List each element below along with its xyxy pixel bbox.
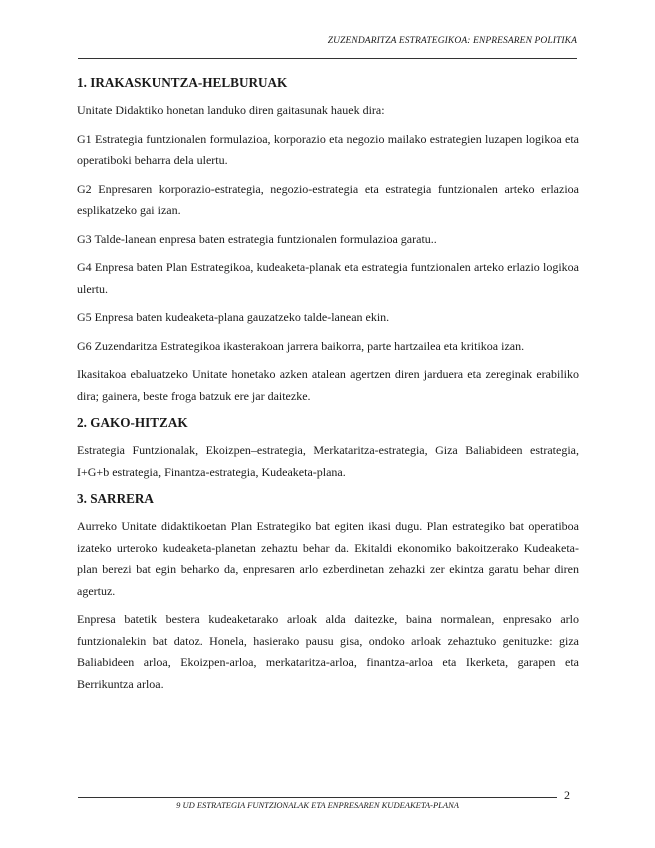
paragraph: G6 Zuzendaritza Estrategikoa ikasterakoan jarrera baikorra, parte hartzailea eta kritikoa izan. [77, 338, 525, 353]
section-heading: 1. IRAKASKUNTZA-HELBURUAK [77, 75, 288, 90]
paragraph: Enpresa batetik bestera kudeaketarako arloak alda daitezke, baina normalean, enpresako arlo funtzionalekin bat datoz. Honela, hasierako pausu gisa, ondoko arloak zehaztuko genituzke: giza Baliabideen arloa, Ekoizpen-arloa, merkataritza-arloa, finantza-arloa eta Ikerketa, garapen eta Berrikuntza arloa. [77, 612, 579, 691]
page-header: ZUZENDARITZA ESTRATEGIKOA: ENPRESAREN POLITIKA [327, 36, 577, 46]
paragraph: Aurreko Unitate didaktikoetan Plan Estrategiko bat egiten ikasi dugu. Plan estrategiko bat operatiboa izateko urteroko kudeaketa-planetan zehaztu behar da. Ekitaldi ekonomiko bakoitzerako Kudeaketa-plan berezi bat egin beharko da, enpresaren arlo ezberdinetan zehazki zer ekintza garatu behar diren agertuz. [77, 519, 579, 598]
paragraph: G4 Enpresa baten Plan Estrategikoa, kudeaketa-planak eta estrategia funtzionalen arteko erlazio logikoa ulertu. [77, 260, 579, 296]
header-divider [78, 58, 577, 59]
paragraph: G1 Estrategia funtzionalen formulazioa, korporazio eta negozio mailako estrategien luzapen logikoa eta operatiboki beharra dela ulertu. [77, 131, 579, 167]
page-number: 2 [564, 788, 570, 802]
section-heading: 3. SARRERA [77, 491, 154, 506]
paragraph: G2 Enpresaren korporazio-estrategia, negozio-estrategia eta estrategia funtzionalen arteko erlazioa esplikatzeko gai izan. [77, 181, 579, 217]
section-introduction [77, 490, 579, 695]
footer-divider [78, 797, 557, 798]
paragraph: Estrategia Funtzionalak, Ekoizpen–estrategia, Merkataritza-estrategia, Giza Baliabideen estrategia, I+G+b estrategia, Finantza-estrategia, Kudeaketa-plana. [77, 443, 579, 479]
paragraph: Unitate Didaktiko honetan landuko diren gaitasunak hauek dira: [77, 103, 385, 117]
paragraph: G3 Talde-lanean enpresa baten estrategia funtzionalen formulazioa garatu.. [77, 231, 437, 246]
document-body [77, 74, 579, 702]
paragraph: G5 Enpresa baten kudeaketa-plana gauzatzeko talde-lanean ekin. [77, 310, 390, 324]
paragraph: Ikasitakoa ebaluatzeko Unitate honetako azken atalean agertzen diren jarduera eta zereginak erabiliko dira; gainera, beste froga batzuk ere jar daitezke. [77, 367, 579, 403]
page-footer: 9 UD ESTRATEGIA FUNTZIONALAK ETA ENPRESAREN KUDEAKETA-PLANA [176, 800, 459, 810]
section-keywords [77, 414, 579, 483]
section-objectives [77, 74, 579, 407]
section-heading: 2. GAKO-HITZAK [77, 415, 188, 430]
